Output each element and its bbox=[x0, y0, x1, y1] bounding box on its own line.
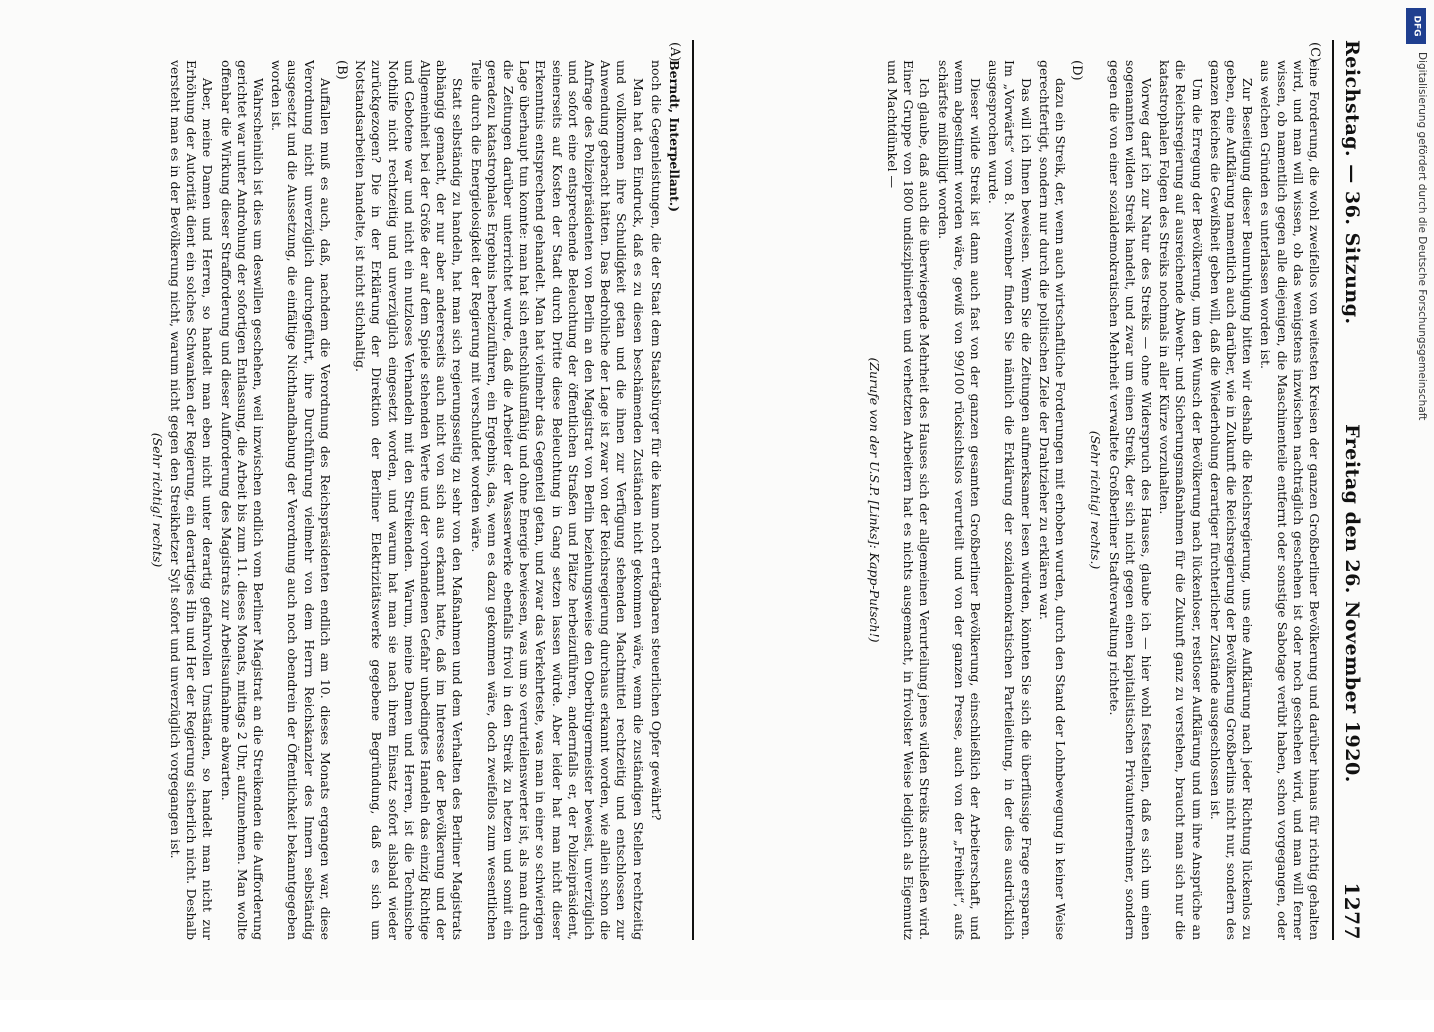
paragraph: noch die Gegenleistungen, die der Staat dem Staatsbürger für die kaum noch erträgbaren steuerlichen Opfer gewährt? bbox=[648, 60, 664, 821]
paragraph: Ich glaube, daß auch die überwiegende Mehrheit des Hauses sich der allgemeinen Verurteilung jenes wilden Streiks anschließen wird. Einer Gruppe von 1800 undisziplinierten und verhetzten Arbeitern hat es nichts ausgemacht, in frivolster Weise lediglich als Eigennutz und Machtdünkel — bbox=[884, 60, 933, 940]
interjection: (Zurufe von der U.S.P. [Links]: Kapp-Putsch!) bbox=[866, 357, 882, 643]
paragraph: Vorweg darf ich zur Natur des Streiks — ohne Widerspruch des Hauses, glaube ich — hier wohl feststellen, daß es sich um einen sogenannten wilden Streik handelt, und zwar um einen Streik, der sich nicht gegen einen kapitalistischen Privatunternehmer, sondern gegen die von einer sozialdemokratischen Mehrheit verwaltete Großberliner Stadtverwaltung richtete. bbox=[1106, 60, 1154, 940]
interjection: (Sehr richtig! rechts.) bbox=[1088, 430, 1104, 570]
header-session: Reichstag. — 36. Sitzung. bbox=[1341, 40, 1363, 325]
margin-marker-c: (C) bbox=[1307, 42, 1322, 63]
dfg-logo bbox=[1406, 8, 1426, 44]
rotated-page-content bbox=[50, 40, 1370, 940]
column-divider bbox=[692, 40, 694, 940]
page-number: 1277 bbox=[1340, 882, 1364, 940]
paragraph: Zur Beseitigung dieser Beunruhigung bitten wir deshalb die Reichsregierung, uns eine Aufklärung nach jeder Richtung lückenlos zu geben, eine Aufklärung namentlich auch darüber, wie in Zukunft die Reichsregierung der Bevölkerung Großberlins nicht nur, sondern des ganzen Reiches die Gewißheit geben will, daß die Wiederholung derartiger fürchterlicher Zustände ausgeschlossen ist. bbox=[1207, 60, 1256, 940]
left-column-text bbox=[62, 60, 682, 940]
paragraph: Um die Erregung der Bevölkerung, um den Wunsch der Bevölkerung nach lückenloser, restloser Aufklärung und um ihre Ansprüche an die Reichsregierung auf ausreichende Abwehr- und Sicherungsmaßnahmen für die Zukunft ganz zu verstehen, braucht man sich nur die katastrophalen Folgen des Streiks nochmals in aller Kürze vorzuhalten. bbox=[1157, 60, 1205, 940]
paragraph: Das will ich Ihnen beweisen. Wenn Sie die Zeitungen aufmerksamer lesen würden, könnten Sie sich die überflüssige Frage ersparen. Im „Vorwärts“ vom 8. November finden Sie nämlich die Erklärung der sozialdemokratischen Parteileitung, in der dies ausdrücklich ausgesprochen wurde. bbox=[986, 60, 1034, 940]
paragraph: dazu ein Streik, der, wenn auch wirtschaftliche Forderungen mit erhoben wurden, durch den Stand der Lohnbewegung in keiner Weise gerechtfertigt, sondern nur durch die politischen Ziele der Drahtzieher zu erklären war. bbox=[1036, 60, 1068, 940]
right-column-text bbox=[702, 60, 1322, 940]
paragraph: Statt selbständig zu handeln, hat man sich regierungsseitig zu sehr von den Maßnahmen und dem Verhalten des Berliner Magistrats abhängig gemacht, der nur aber andererseits auch nicht von sich aus erkannt hatte, daß im Interesse der Bevölkerung und der Allgemeinheit bei der Größe der auf dem Spiele stehenden Werte und der vorhandenen Gefahr unbedingtes Handeln das einzig Richtige und Gebotene war und nicht ein nutzloses Verhandeln mit den Streikenden. Warum, meine Damen und Herren, ist die Technische Nothilfe nicht rechtzeitig und unverzüglich eingesetzt worden, und warum hat man sie nach ihrem Einsatz sofort alsbald wieder zurückgezogen? Die in der Erklärung der Direktion der Berliner Elektrizitätswerke gegebene Begründung, daß es sich um Notstandsarbeiten handelte, ist nicht stichhaltig. bbox=[353, 60, 466, 940]
paragraph: Aber, meine Damen und Herren, so handelt man eben nicht unter derartig gefahrvollen Umständen, so handelt man nicht zur Erhöhung der Autorität dient ein solches Schwanken der Regierung, ein derartiges Hin und Her der Regierung sicherlich nicht. Deshalb versteht man es in der Bevölkerung nicht, warum nicht gegen den Streikhetzer Sylt sofort und unverzüglich vorgegangen ist. bbox=[167, 60, 216, 940]
margin-marker-b: (B) bbox=[333, 60, 349, 80]
paragraph: eine Forderung, die wohl zweifellos von weitesten Kreisen der ganzen Großberliner Bevölkerung und darüber hinaus für richtig gehalten wird, und man will wissen, ob das wenigstens inzwischen nachträglich geschehen ist oder noch geschehen wird, und man will ferner wissen, ob namentlich gegen alle diejenigen, die Maschinenteile entfernt oder sonstige Sabotage verübt haben, schon vorgegangen, oder aus welchen Gründen es unterlassen worden ist. bbox=[1258, 60, 1322, 940]
margin-marker-a: (A) bbox=[667, 42, 682, 62]
margin-marker-d: (D) bbox=[1069, 60, 1085, 81]
paragraph: Auffallen muß es auch, daß, nachdem die Verordnung des Reichspräsidenten endlich am 10. dieses Monats ergangen war, diese Verordnung nicht unverzüglich durchgeführt, ihre Durchführung vielmehr von dem Herrn Reichskanzler des Innern selbständig ausgesetzt und die Aussetzung, die einfältige Nichthandhabung der Verordnung auch noch obendrein der Öffentlichkeit bekanntgegeben worden ist. bbox=[269, 60, 333, 940]
paragraph: Man hat den Eindruck, daß es zu diesen beschämenden Zuständen nicht gekommen wäre, wenn die zuständigen Stellen rechtzeitig und vollkommen ihre Schuldigkeit getan und die ihnen zur Verfügung stehenden Machtmittel rechtzeitig und entschlossen zur Anwendung gebracht hätten. Das Bedrohliche der Lage ist zwar von der Reichsregierung durchaus erkannt worden, wie allein schon die Anfrage des Polizeipräsidenten von Berlin an den Magistrat von Berlin beziehungsweise den Oberbürgermeister beweist, unverzüglich und sofort eine entsprechende Beleuchtung der öffentlichen Straßen und Plätze herbeizuführen, andernfalls er, der Polizeipräsident, seinerseits auf Kosten der Stadt durch Dritte diese Beleuchtung in Gang setzen lassen würde. Aber leider hat man nicht dieser Erkenntnis entsprechend gehandelt. Man hat vielmehr das Gegenteil getan, und zwar das Verkehrteste, was man in einer so schwierigen Lage überhaupt tun konnte: man hat sich entschlußunfähig und ohne Energie bewiesen, was um so verurteilenswerter ist, als man durch die Zeitungen darüber unterrichtet wurde, daß die Arbeiter der Wasserwerke ebenfalls frivol in den Streik zu hetzen und somit ein geradezu katastrophales Ergebnis herbeizuführen, ein Ergebnis, das, wenn es dazu gekommen wäre, doch zweifellos zum wesentlichen Teile durch die Energielosigkeit der Regierung mit verschuldet worden wäre. bbox=[468, 60, 646, 940]
upper-section bbox=[702, 40, 1322, 940]
interjection: (Sehr richtig! rechts) bbox=[149, 432, 165, 568]
lower-section bbox=[62, 40, 682, 940]
header-date: Freitag den 26. November 1920. bbox=[1341, 424, 1363, 783]
paragraph: Wahrscheinlich ist dies um deswillen geschehen, weil inzwischen endlich vom Berliner Magistrat an die Streikenden die Aufforderung gerichtet war unter Androhung der sofortigen Entlassung, die Arbeit bis zum 11. dieses Monats, mittags 2 Uhr, aufzunehmen. Man wollte offenbar die Wirkung dieser Strafforderung und dieser Aufforderung des Magistrats zur Arbeitsaufnahme abwarten. bbox=[218, 60, 266, 940]
attribution-text: Digitalisierung gefördert durch die Deutsche Forschungsgemeinschaft bbox=[1416, 52, 1428, 421]
attribution-strip bbox=[1404, 4, 1430, 996]
paragraph: Dieser wilde Streik ist dann auch fast von der ganzen gesamten Großberliner Bevölkerung, einschließlich der Arbeiterschaft, und wenn abgestimmt worden wäre, gewiß von 99/100 rücksichtslos verurteilt und von der ganzen Presse, auch von der „Freiheit“, aufs schärfste mißbilligt worden. bbox=[935, 60, 983, 940]
page-header bbox=[1332, 40, 1370, 940]
dfg-logo-text: DFG bbox=[1411, 15, 1422, 37]
speaker-line: Berndt, Interpellant.) bbox=[667, 60, 682, 213]
page-body bbox=[52, 40, 1322, 940]
